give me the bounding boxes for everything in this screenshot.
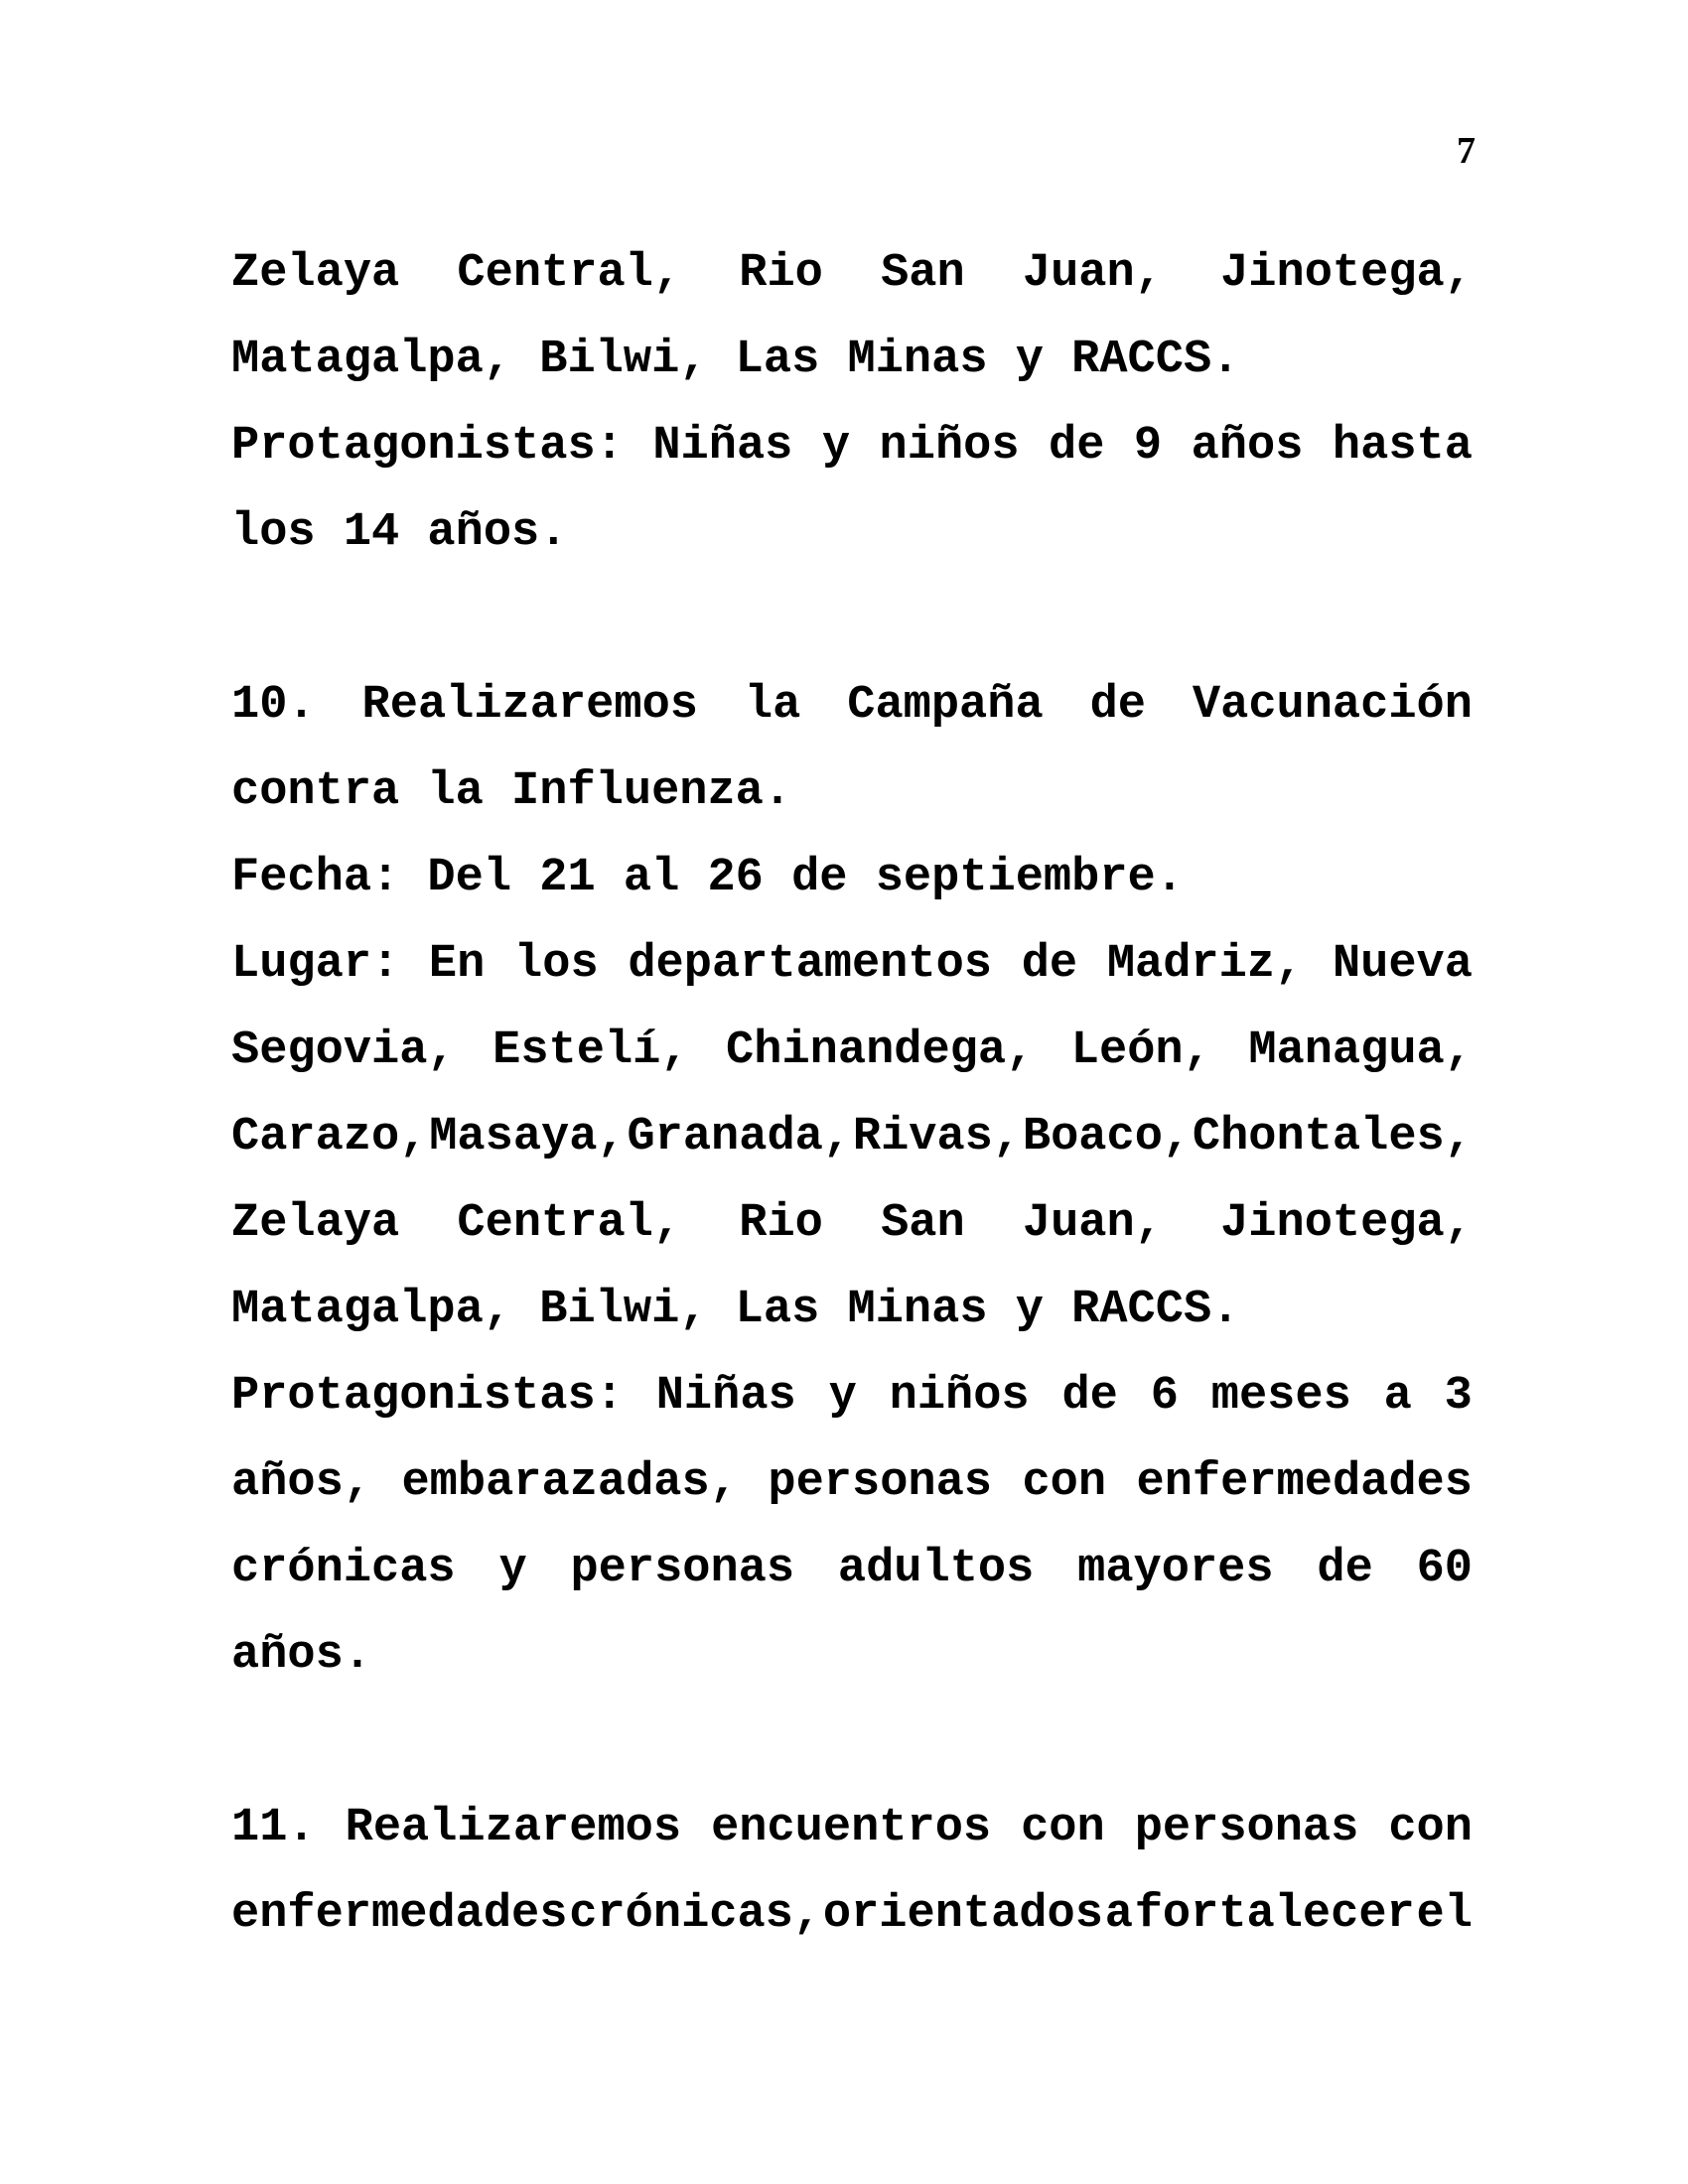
text-line: 10. Realizaremos la Campaña de Vacunación (231, 679, 1473, 732)
document-body (231, 230, 1473, 1958)
text-line: Zelaya Central, Rio San Juan, Jinotega, (231, 247, 1473, 300)
text-line: Matagalpa, Bilwi, Las Minas y RACCS. (231, 334, 1240, 386)
text-line: Protagonistas: Niñas y niños de 6 meses a 3 (231, 1370, 1473, 1423)
paragraph-gap (231, 1699, 1473, 1785)
text-line: años. (231, 1629, 372, 1682)
text-line: Carazo, Masaya, Granada, Rivas, Boaco, Chontales, (231, 1111, 1473, 1163)
text-line: Segovia, Estelí, Chinandega, León, Managua, (231, 1024, 1473, 1077)
text-line: Protagonistas: Niñas y niños de 9 años hasta (231, 420, 1473, 473)
page-number: 7 (1457, 130, 1476, 172)
text-line: los 14 años. (231, 506, 568, 559)
text-line: Matagalpa, Bilwi, Las Minas y RACCS. (231, 1284, 1240, 1336)
text-line: Zelaya Central, Rio San Juan, Jinotega, (231, 1197, 1473, 1250)
text-line: años, embarazadas, personas con enfermedades (231, 1456, 1473, 1509)
text-line: enfermedades crónicas, orientados a fortalecer el (231, 1888, 1473, 1941)
text-line: Fecha: Del 21 al 26 de septiembre. (231, 852, 1184, 904)
text-line: contra la Influenza. (231, 765, 792, 818)
text-line: crónicas y personas adultos mayores de 60 (231, 1543, 1473, 1595)
text-line: 11. Realizaremos encuentros con personas con (231, 1802, 1473, 1854)
text-line: Lugar: En los departamentos de Madriz, Nueva (231, 938, 1473, 991)
paragraph-gap (231, 576, 1473, 662)
